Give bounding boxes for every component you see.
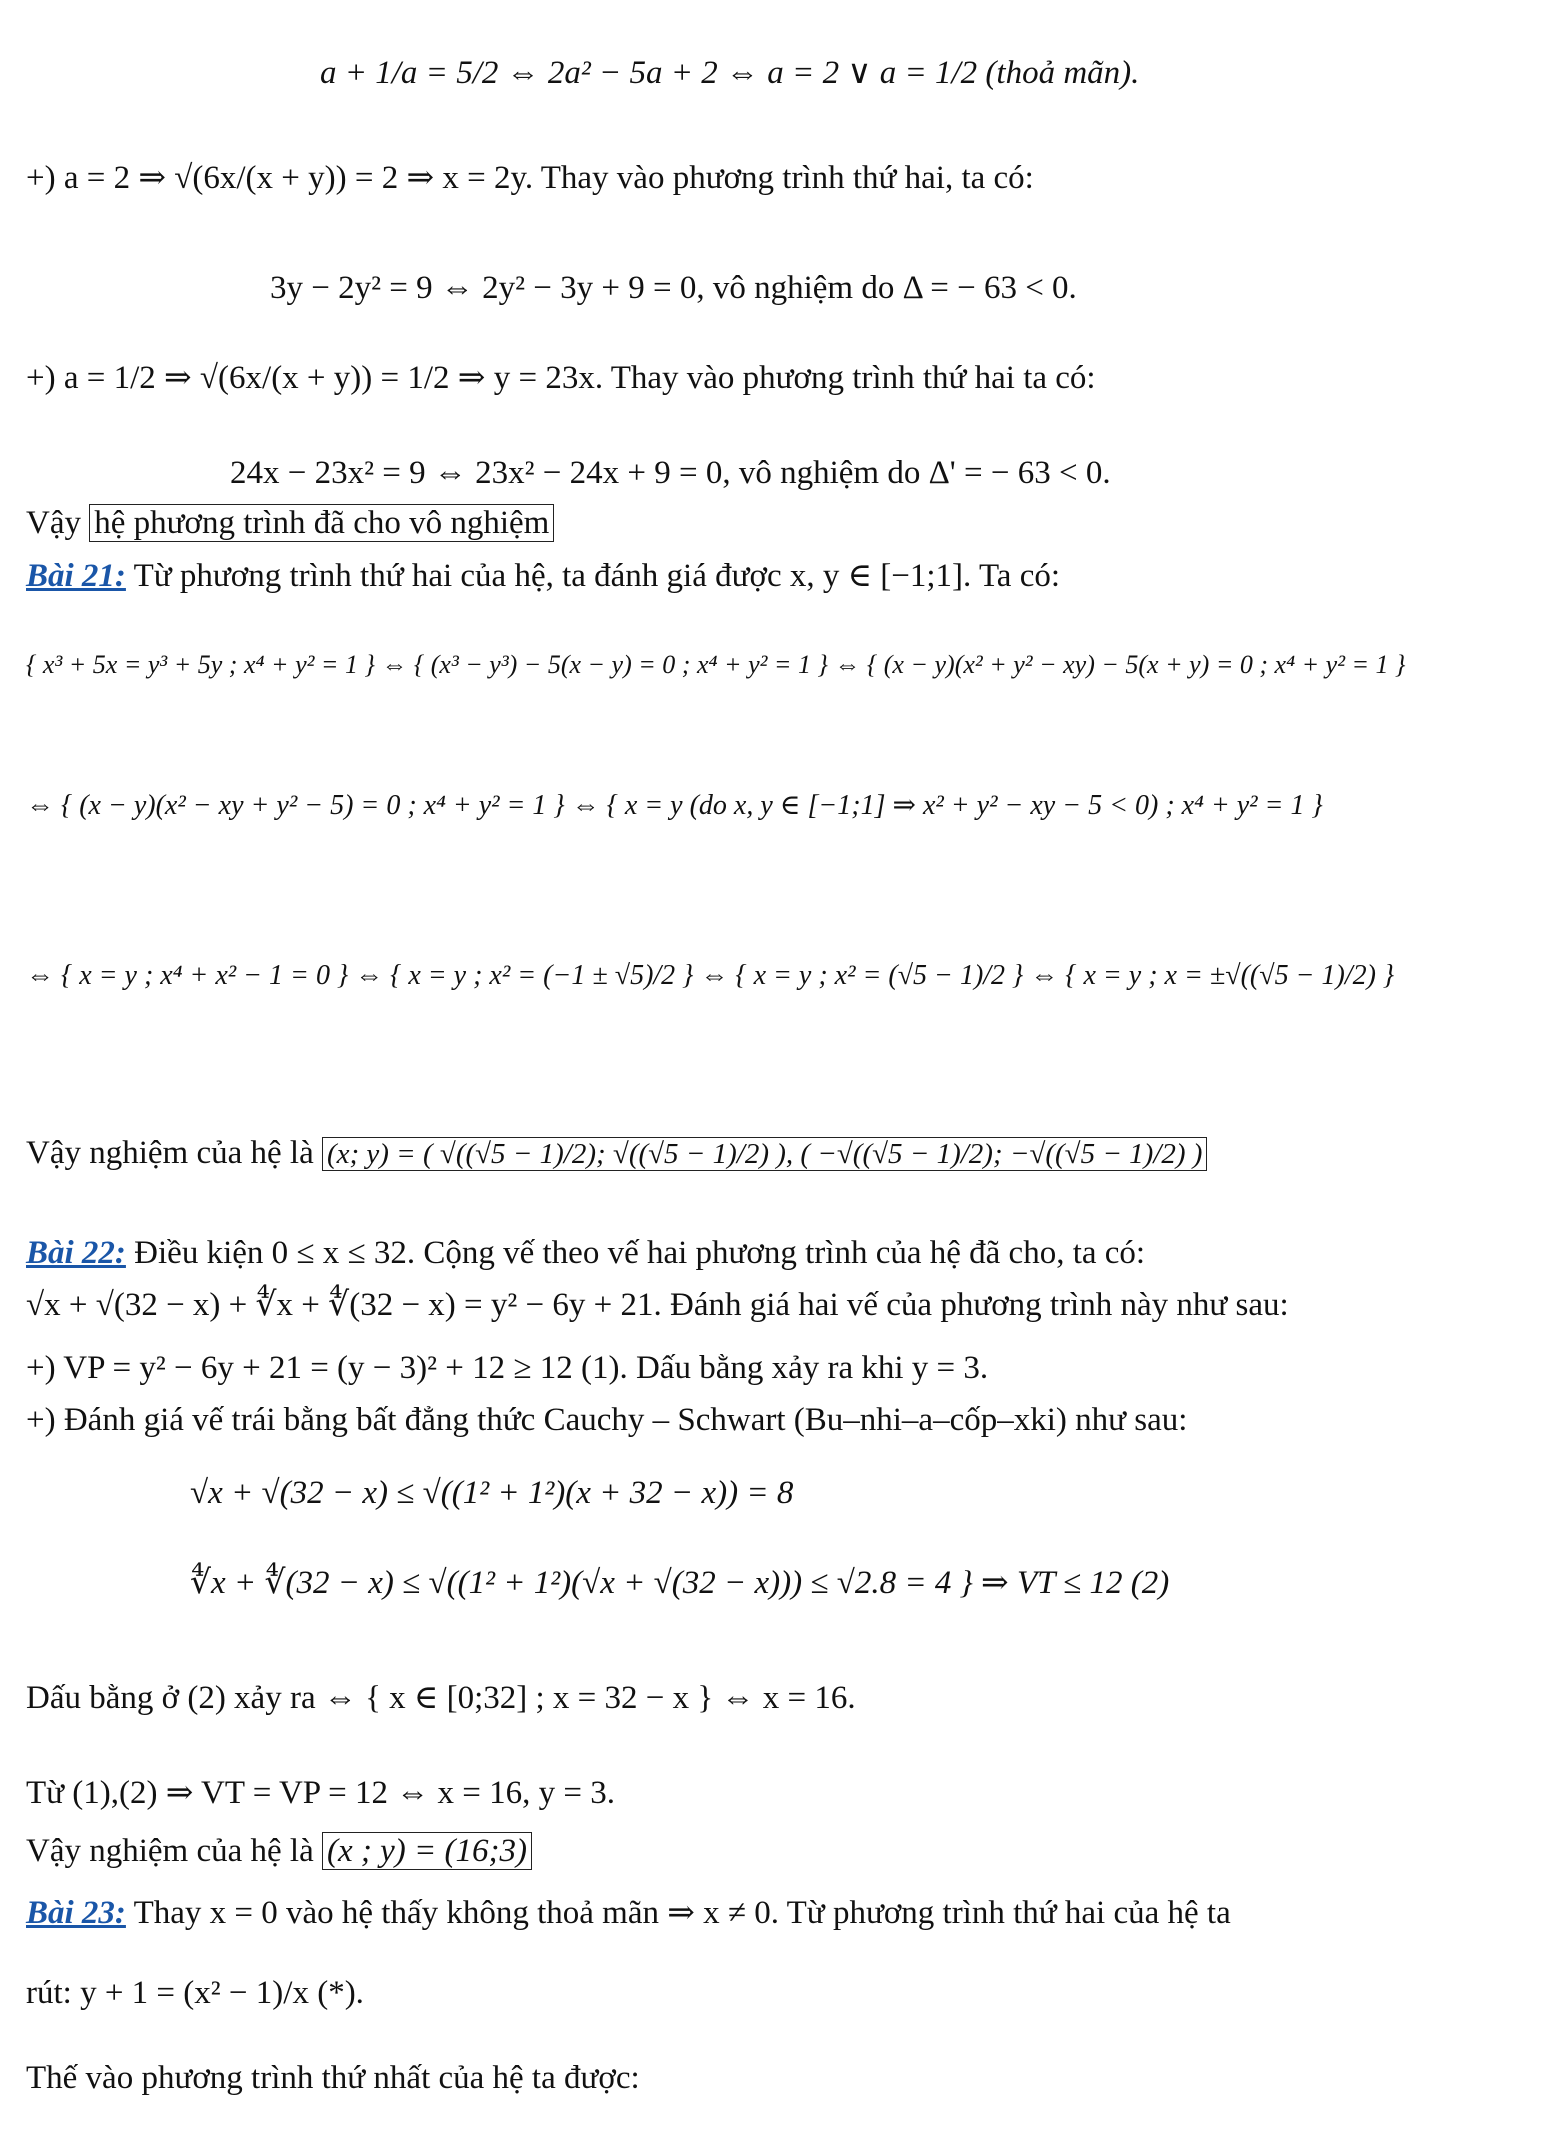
bai-22-combine: Từ (1),(2) ⇒ VT = VP = 12 ⇔ x = 16, y = 3. <box>26 1775 616 1811</box>
bai-22-vp: +) VP = y² − 6y + 21 = (y − 3)² + 12 ≥ 12 (1). Dấu bằng xảy ra khi y = 3. <box>26 1350 989 1386</box>
boxed-answer: (x; y) = ( √((√5 − 1)/2); √((√5 − 1)/2) ), ( −√((√5 − 1)/2); −√((√5 − 1)/2) ) <box>322 1137 1207 1171</box>
case-a-half-result: 24x − 23x² = 9 ⇔ 23x² − 24x + 9 = 0, vô nghiệm do Δ' = − 63 < 0. <box>230 455 1111 491</box>
boxed-answer: (x ; y) = (16;3) <box>322 1832 532 1870</box>
bai-23-substitution: rút: y + 1 = (x² − 1)/x (*). <box>26 1975 364 2011</box>
conclusion-no-solution: Vậy hệ phương trình đã cho vô nghiệm <box>26 505 554 543</box>
bai-23-next: Thế vào phương trình thứ nhất của hệ ta được: <box>26 2060 640 2096</box>
system-step-1: { x³ + 5x = y³ + 5y ; x⁴ + y² = 1 } ⇔ { (x³ − y³) − 5(x − y) = 0 ; x⁴ + y² = 1 } ⇔ { (x − y)(x² + y² − xy) − 5(x + y) = 0 ; x⁴ + y² = 1 } <box>26 650 1406 679</box>
bai-22-vt-intro: +) Đánh giá vế trái bằng bất đẳng thức Cauchy – Schwart (Bu–nhi–a–cốp–xki) như sau: <box>26 1402 1188 1438</box>
case-a-2: +) a = 2 ⇒ √(6x/(x + y)) = 2 ⇒ x = 2y. Thay vào phương trình thứ hai, ta có: <box>26 160 1034 196</box>
bai-21-solution: Vậy nghiệm của hệ là (x; y) = ( √((√5 − 1)/2); √((√5 − 1)/2) ), ( −√((√5 − 1)/2); −√((√5 − 1)/2) ) <box>26 1135 1207 1173</box>
bai-23-heading: Bài 23: <box>26 1895 126 1931</box>
bai-22-intro: Bài 22: Điều kiện 0 ≤ x ≤ 32. Cộng vế theo vế hai phương trình của hệ đã cho, ta có: <box>26 1235 1146 1271</box>
bai-22-equality: Dấu bằng ở (2) xảy ra ⇔ { x ∈ [0;32] ; x = 32 − x } ⇔ x = 16. <box>26 1680 856 1716</box>
bai-22-heading: Bài 22: <box>26 1235 126 1271</box>
system-step-2: ⇔ { (x − y)(x² − xy + y² − 5) = 0 ; x⁴ + y² = 1 } ⇔ { x = y (do x, y ∈ [−1;1] ⇒ x² + y² − xy − 5 < 0) ; x⁴ + y² = 1 } <box>26 790 1323 821</box>
bai-21-intro: Bài 21: Từ phương trình thứ hai của hệ, ta đánh giá được x, y ∈ [−1;1]. Ta có: <box>26 558 1061 594</box>
bai-22-sum: √x + √(32 − x) + ∜x + ∜(32 − x) = y² − 6y + 21. Đánh giá hai vế của phương trình này như sau: <box>26 1287 1289 1323</box>
bai-23-intro: Bài 23: Thay x = 0 vào hệ thấy không thoả mãn ⇒ x ≠ 0. Từ phương trình thứ hai của hệ ta <box>26 1895 1231 1931</box>
bai-21-heading: Bài 21: <box>26 558 126 594</box>
bai-22-solution: Vậy nghiệm của hệ là (x ; y) = (16;3) <box>26 1833 532 1871</box>
system-step-3: ⇔ { x = y ; x⁴ + x² − 1 = 0 } ⇔ { x = y ; x² = (−1 ± √5)/2 } ⇔ { x = y ; x² = (√5 − 1)/2 } ⇔ { x = y ; x = ±√((√5 − 1)/2) } <box>26 960 1395 991</box>
case-a-2-result: 3y − 2y² = 9 ⇔ 2y² − 3y + 9 = 0, vô nghiệm do Δ = − 63 < 0. <box>270 270 1077 306</box>
equation-a-line: a + 1/a = 5/2 ⇔ 2a² − 5a + 2 ⇔ a = 2 ∨ a = 1/2 (thoả mãn). <box>320 55 1140 91</box>
bai-22-ineq-1: √x + √(32 − x) ≤ √((1² + 1²)(x + 32 − x)) = 8 <box>190 1475 794 1511</box>
bai-22-ineq-2: ∜x + ∜(32 − x) ≤ √((1² + 1²)(√x + √(32 − x))) ≤ √2.8 = 4 } ⇒ VT ≤ 12 (2) <box>190 1565 1170 1601</box>
boxed-answer: hệ phương trình đã cho vô nghiệm <box>89 504 554 542</box>
case-a-half: +) a = 1/2 ⇒ √(6x/(x + y)) = 1/2 ⇒ y = 23x. Thay vào phương trình thứ hai ta có: <box>26 360 1096 396</box>
